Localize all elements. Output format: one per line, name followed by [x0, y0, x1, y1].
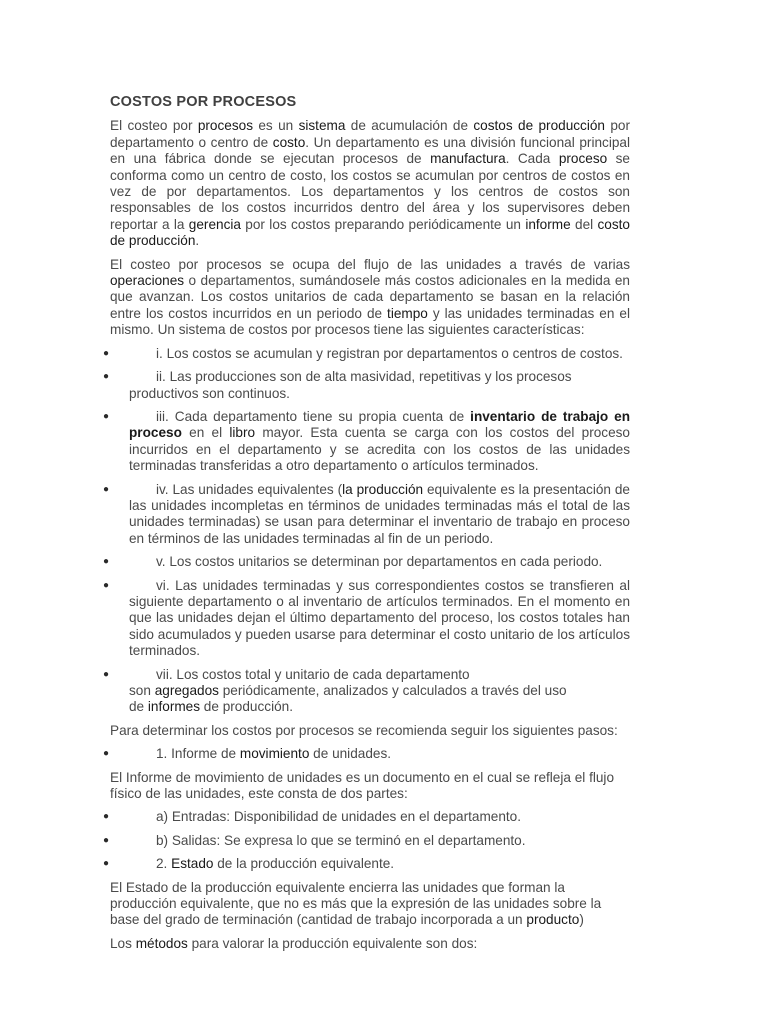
- text: de unidades.: [309, 746, 392, 762]
- text: equivalente es la presentación de las unidades incompletas en términos de unidades terminadas más el total de las unidades terminadas) se usan para determinar el inventario de trabajo en proceso en términos de las unidades terminadas al fin de un periodo.: [129, 481, 630, 546]
- bullet-icon: ●: [103, 748, 110, 760]
- text: El costeo por: [110, 118, 198, 134]
- text: de la producción equivalente.: [213, 856, 395, 872]
- characteristics-list: [103, 345, 631, 716]
- bullet-icon: ●: [103, 347, 110, 359]
- parts-list: [103, 809, 630, 872]
- text: El costeo por procesos se ocupa del flujo de las unidades a través de varias: [110, 256, 630, 272]
- text: mayor. Esta cuenta se carga con los costos del proceso incurridos en el departamento y se acredita con los costos de las unidades terminadas transferidas a otro departamento o artículos terminados.: [129, 425, 630, 474]
- list-item: [103, 408, 631, 475]
- text: se conforma como un centro de costo, los costos se acumulan por centros de costos en vez de por departamentos. Los departamentos y los centros de costos son responsables de los costos incurridos dentro del área y los supervisores deben reportar a la: [110, 151, 630, 232]
- list-item-text: i. Los costos se acumulan y registran por departamentos o centros de costos.: [156, 345, 623, 361]
- text: El Estado de la producción equivalente encierra las unidades que forman la producción equivalente, que no es más que la expresión de las unidades sobre la base del grado de terminación (cantidad de trabajo incorporada a un: [110, 879, 602, 928]
- list-item: [103, 554, 630, 570]
- text: para valorar la producción equivalente son dos:: [187, 935, 478, 951]
- flow-paragraph: [110, 257, 630, 339]
- text: de: [129, 699, 148, 715]
- text: de acumulación de: [345, 118, 474, 134]
- link-gerencia[interactable]: gerencia: [188, 216, 241, 232]
- link-inventario[interactable]: inventario: [470, 408, 536, 424]
- text: en el: [181, 425, 230, 441]
- equivalent-production-paragraph: [110, 880, 630, 929]
- bullet-icon: ●: [103, 556, 110, 568]
- link-costo[interactable]: costo: [272, 134, 306, 150]
- link-producto[interactable]: producto: [526, 912, 580, 928]
- link-costos-de-produccion[interactable]: costos de producción: [473, 118, 605, 134]
- steps-list-1: [103, 746, 630, 762]
- bullet-icon: ●: [103, 579, 110, 591]
- list-item: [103, 345, 630, 362]
- list-item: [103, 577, 630, 660]
- list-item-text: a) Entradas: Disponibilidad de unidades en el departamento.: [156, 809, 522, 825]
- link-manufactura[interactable]: manufactura: [430, 151, 506, 167]
- link-proceso[interactable]: proceso: [558, 151, 608, 167]
- list-item: [103, 481, 630, 548]
- text: por los costos preparando periódicamente un: [240, 216, 526, 232]
- bullet-icon: ●: [103, 668, 110, 680]
- link-libro[interactable]: libro: [229, 425, 256, 441]
- page-title: COSTOS POR PROCESOS: [110, 94, 297, 110]
- list-item: [103, 746, 630, 762]
- list-item-text: vi. Las unidades terminadas y sus correspondientes costos se transfieren al siguiente departamento o al inventario de artículos terminados. En el momento en que las unidades dejan el último departamento del proceso, los costos totales han sido acumulados y pueden usarse para determinar el costo unitario de los artículos terminados.: [129, 577, 630, 659]
- text: . Cada: [505, 151, 559, 167]
- link-trabajo[interactable]: trabajo: [562, 408, 609, 424]
- link-metodos[interactable]: métodos: [135, 935, 188, 951]
- text: por departamento o centro de: [110, 118, 630, 150]
- text: ): [579, 912, 584, 928]
- link-sistema[interactable]: sistema: [298, 118, 346, 134]
- bullet-icon: ●: [103, 858, 110, 870]
- text: . Un departamento es una división funcional principal en una fábrica donde se ejecutan procesos de: [110, 134, 630, 167]
- movement-report-paragraph: El Informe de movimiento de unidades es un documento en el cual se refleja el flujo físico de las unidades, este consta de dos partes:: [110, 769, 615, 802]
- bullet-icon: ●: [103, 834, 110, 846]
- list-item-text: ii. Las producciones son de alta masividad, repetitivas y los procesos productivos son continuos.: [129, 369, 572, 401]
- list-item: [103, 809, 630, 825]
- text: periódicamente, analizados y calculados a través del uso: [218, 683, 567, 698]
- link-movimiento[interactable]: movimiento: [239, 746, 310, 762]
- text: es un: [253, 118, 299, 134]
- text: son: [129, 683, 155, 698]
- document-content: [103, 94, 631, 959]
- bullet-icon: ●: [103, 483, 110, 495]
- methods-paragraph: [110, 936, 630, 952]
- link-operaciones[interactable]: operaciones: [110, 273, 185, 289]
- list-item: [103, 856, 630, 872]
- text: del: [570, 216, 598, 232]
- list-item: [103, 369, 630, 402]
- bullet-icon: ●: [103, 811, 110, 823]
- list-item-text: 2.: [156, 856, 172, 872]
- intro-paragraph: [110, 118, 630, 249]
- bullet-icon: ●: [103, 410, 110, 422]
- list-item-text: vii. Los costos total y unitario de cada departamento: [156, 666, 470, 682]
- link-la-produccion[interactable]: la producción: [342, 481, 424, 497]
- steps-intro-paragraph: Para determinar los costos por procesos se recomienda seguir los siguientes pasos:: [110, 722, 618, 738]
- text: Los: [110, 935, 136, 951]
- text: y las unidades terminadas en el mismo. Un sistema de costos por procesos tiene las siguientes características:: [110, 305, 630, 338]
- link-informe[interactable]: informe: [525, 216, 571, 232]
- link-en-proceso[interactable]: en proceso: [129, 408, 631, 441]
- text: o departamentos, sumándosele más costos adicionales en la medida en que avanzan. Los costos unitarios de cada departamento se basan en la relación entre los costos incurridos en un periodo de: [110, 273, 630, 321]
- link-estado[interactable]: Estado: [171, 856, 214, 872]
- link-agregados[interactable]: agregados: [154, 683, 219, 698]
- link-informes[interactable]: informes: [147, 699, 201, 715]
- list-item-text: b) Salidas: Se expresa lo que se terminó en el departamento.: [156, 832, 526, 848]
- list-item-text: iii. Cada departamento tiene su propia cuenta de: [156, 408, 471, 424]
- list-item: [103, 666, 630, 716]
- link-de[interactable]: de: [541, 408, 557, 424]
- list-item-text: 1. Informe de: [156, 746, 240, 762]
- link-costo-de-produccion[interactable]: costo de producción: [110, 216, 630, 249]
- text: de producción.: [200, 699, 293, 715]
- list-item-text: iv. Las unidades equivalentes (: [156, 481, 343, 497]
- bullet-icon: ●: [103, 371, 110, 383]
- text: .: [195, 233, 200, 249]
- list-item-text: v. Los costos unitarios se determinan por departamentos en cada periodo.: [156, 554, 603, 570]
- link-procesos[interactable]: procesos: [197, 118, 254, 134]
- link-tiempo[interactable]: tiempo: [387, 305, 428, 321]
- list-item: [103, 832, 630, 849]
